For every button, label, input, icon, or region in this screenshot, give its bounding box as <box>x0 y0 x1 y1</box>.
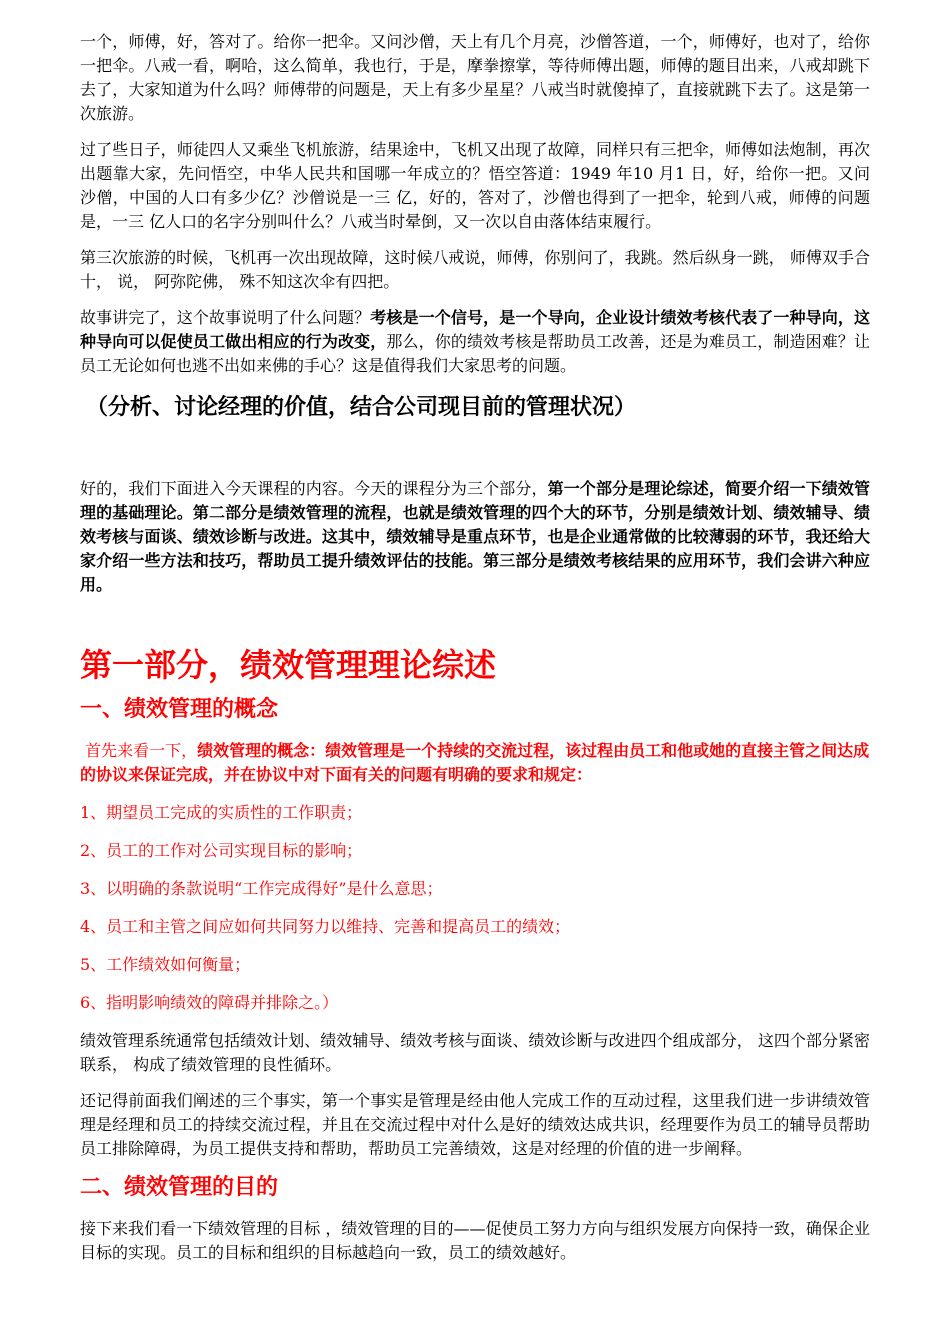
list-item: 3、以明确的条款说明“工作完成得好”是什么意思； <box>80 879 443 898</box>
document-page <box>80 30 870 1277</box>
concept-list <box>80 801 870 1015</box>
story-paragraph-2: 过了些日子，师徒四人又乘坐飞机旅游，结果途中，飞机又出现了故障，同样只有三把伞，师傅如法炮制，再次出题靠大家，先问悟空，中华人民共和国哪一年成立的？悟空答道：1949 年10 月1 日，好，给你一把。又问沙僧，中国的人口有多少亿？沙僧说是一三 亿，好的，答对了，沙僧也得到了一把伞，轮到八戒，师傅的问题是，一三 亿人口的名字分别叫什么？八戒当时晕倒，又一次以自由落体结束履行。 <box>80 140 870 231</box>
purpose-paragraph: 接下来我们看一下绩效管理的目标 ，绩效管理的目的——促使员工努力方向与组织发展方向保持一致，确保企业目标的实现。员工的目标和组织的目标越趋向一致，员工的绩效越好。 <box>80 1219 870 1262</box>
story-paragraph-1: 一个，师傅，好，答对了。给你一把伞。又问沙僧，天上有几个月亮，沙僧答道，一个，师傅好，也对了，给你一把伞。八戒一看，啊哈，这么简单，我也行，于是，摩拳擦掌，等待师傅出题，师傅的题目出来，八戒却跳下去了，大家知道为什么吗？师傅带的问题是，天上有多少星星？八戒当时就傻掉了，直接就跳下去了。这是第一次旅游。 <box>80 32 870 123</box>
section2-title: 二、绩效管理的目的 <box>80 1175 279 1200</box>
concept-lead: 首先来看一下， <box>85 741 198 760</box>
list-item: 4、员工和主管之间应如何共同努力以维持、完善和提高员工的绩效； <box>80 917 571 936</box>
facts-paragraph: 还记得前面我们阐述的三个事实，第一个事实是管理是经由他人完成工作的互动过程，这里我们进一步讲绩效管理是经理和员工的持续交流过程，并且在交流过程中对什么是好的绩效达成共识，经理要作为员工的辅导员帮助员工排除障碍，为员工提供支持和帮助，帮助员工完善绩效，这是对经理的价值的进一步阐释。 <box>80 1091 870 1158</box>
story-conclusion-lead: 故事讲完了，这个故事说明了什么问题？ <box>80 308 371 327</box>
story-conclusion <box>80 306 870 378</box>
list-item: 5、工作绩效如何衡量； <box>80 955 251 974</box>
list-item: 2、员工的工作对公司实现目标的影响； <box>80 841 363 860</box>
list-item: 6、指明影响绩效的障碍并排除之。） <box>80 993 339 1012</box>
course-intro-emphasis: 第一个部分是理论综述，简要介绍一下绩效管理的基础理论。第二部分是绩效管理的流程，也就是绩效管理的四个大的环节，分别是绩效计划、绩效辅导、绩效考核与面谈、绩效诊断与改进。这其中，绩效辅导是重点环节，也是企业通常做的比较薄弱的环节，我还给大家介绍一些方法和技巧，帮助员工提升绩效评估的技能。第三部分是绩效考核结果的应用环节，我们会讲六种应用。 <box>80 479 870 594</box>
part1-title: 第一部分，绩效管理理论综述 <box>80 646 497 684</box>
story-paragraph-3: 第三次旅游的时候，飞机再一次出现故障，这时候八戒说，师傅，你别问了，我跳。然后纵身一跳， 师傅双手合十， 说， 阿弥陀佛， 殊不知这次伞有四把。 <box>80 248 870 291</box>
story-conclusion-tail: 那么，你的绩效考核是帮助员工改善，还是为难员工，制造困难？让员工无论如何也逃不出如来佛的手心？这是值得我们大家思考的问题。 <box>80 332 870 375</box>
section1-title: 一、绩效管理的概念 <box>80 697 279 722</box>
course-intro-lead: 好的，我们下面进入今天课程的内容。今天的课程分为三个部分， <box>80 479 548 498</box>
story-conclusion-emphasis: 考核是一个信号，是一个导向，企业设计绩效考核代表了一种导向，这种导向可以促使员工做出相应的行为改变， <box>80 308 870 351</box>
course-intro <box>80 477 870 597</box>
list-item: 1、期望员工完成的实质性的工作职责； <box>80 803 363 822</box>
discussion-heading: （分析、讨论经理的价值，结合公司现目前的管理状况） <box>86 395 637 420</box>
concept-definition <box>80 739 870 787</box>
system-paragraph: 绩效管理系统通常包括绩效计划、绩效辅导、绩效考核与面谈、绩效诊断与改进四个组成部分， 这四个部分紧密联系， 构成了绩效管理的良性循环。 <box>80 1031 870 1074</box>
concept-emphasis: 绩效管理的概念：绩效管理是一个持续的交流过程，该过程由员工和他或她的直接主管之间达成的协议来保证完成，并在协议中对下面有关的问题有明确的要求和规定： <box>80 741 870 784</box>
